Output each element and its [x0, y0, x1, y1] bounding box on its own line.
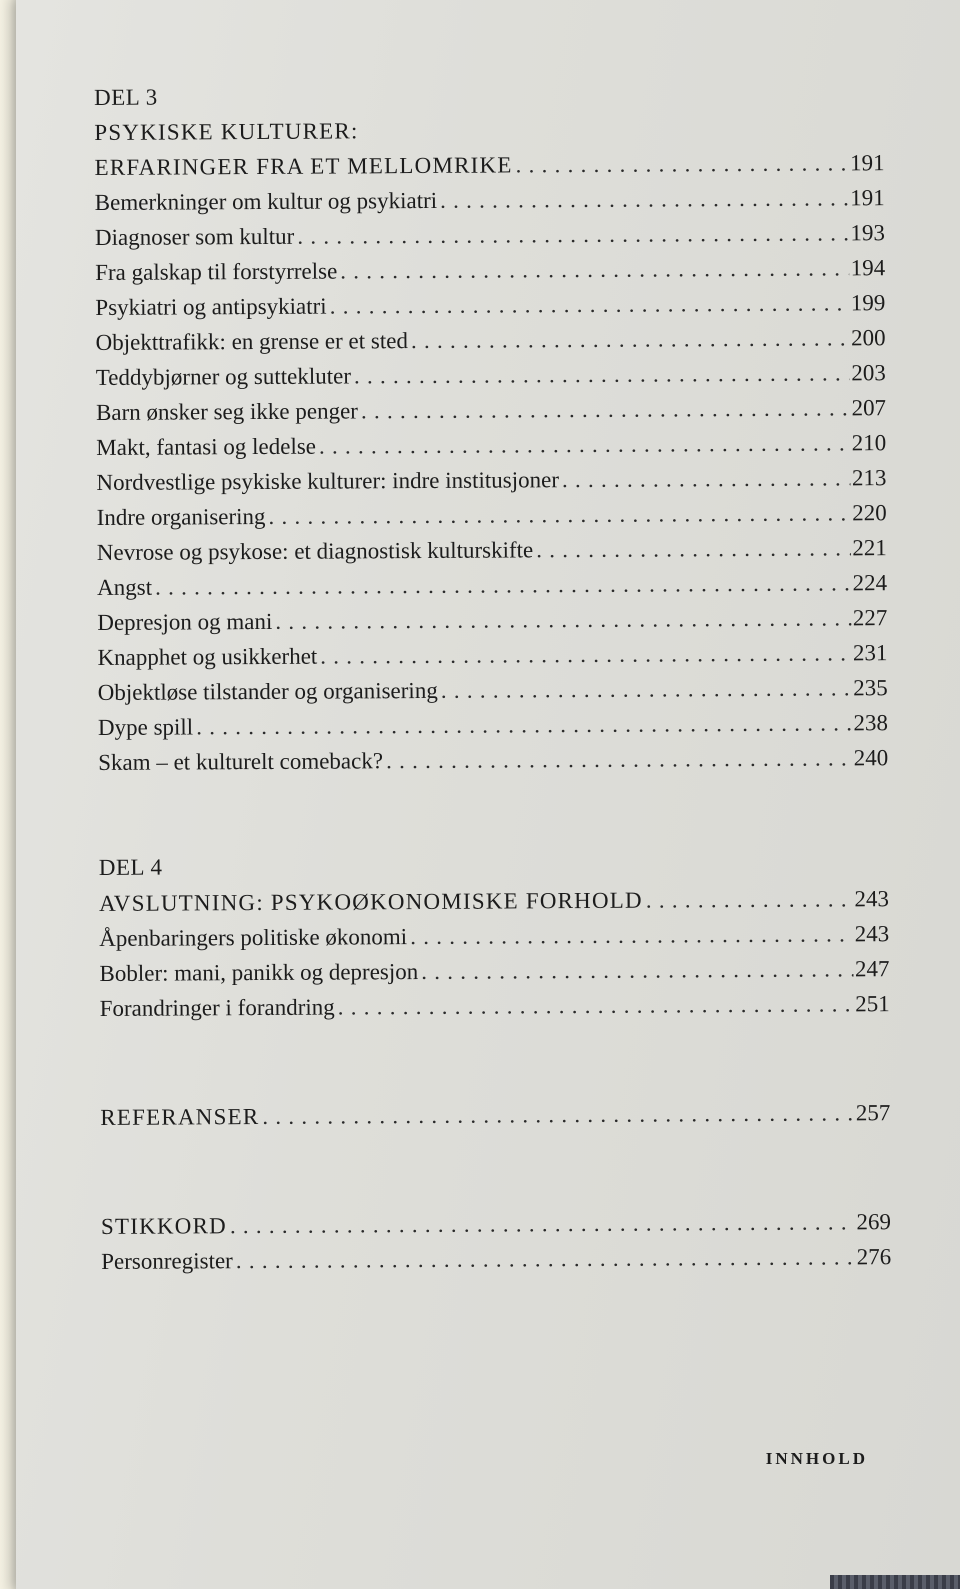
page-number: 210	[851, 430, 887, 456]
page-number: 243	[854, 886, 890, 912]
entry-title: Diagnoser som kultur	[94, 223, 295, 250]
entry-title: Bobler: mani, panikk og depresjon	[99, 959, 419, 986]
toc-entry	[97, 600, 887, 640]
page-number: 231	[852, 640, 888, 666]
page-number: 200	[851, 325, 886, 351]
dot-leader	[272, 600, 851, 639]
toc-entry	[96, 355, 886, 395]
background-fabric	[830, 1575, 960, 1589]
table-of-contents	[94, 75, 891, 1279]
dot-leader	[294, 215, 848, 253]
dot-leader	[438, 670, 852, 708]
dot-leader	[317, 635, 851, 673]
section-spacer	[100, 1021, 890, 1100]
toc-entry	[95, 180, 885, 220]
part-4-heading: AVSLUTNING: PSYKOØKONOMISKE FORHOLD	[98, 887, 643, 916]
entry-title: Psykiatri og antipsykiatri	[95, 293, 327, 320]
page-number: 194	[850, 255, 886, 281]
entry-title: Nordvestlige psykiske kulturer: indre institusjoner	[96, 467, 560, 495]
section-spacer	[98, 775, 888, 850]
part-3-heading-line2: ERFARINGER FRA ET MELLOMRIKE	[94, 152, 513, 180]
page-number: 247	[854, 956, 890, 982]
dot-leader	[152, 565, 851, 604]
toc-entry	[97, 635, 887, 675]
page-number: 220	[852, 500, 887, 526]
entry-title: Objekttrafikk: en grense er et sted	[95, 328, 408, 355]
entry-title: Fra galskap til forstyrrelse	[95, 258, 338, 285]
dot-leader	[643, 881, 853, 917]
toc-entry	[98, 670, 888, 710]
dot-leader	[227, 1204, 855, 1243]
references-entry	[100, 1095, 890, 1135]
toc-entry	[96, 390, 886, 430]
part-3-entries	[95, 180, 889, 780]
dot-leader	[383, 740, 852, 778]
dot-leader	[512, 145, 848, 182]
page-number: 257	[855, 1100, 891, 1126]
dot-leader	[327, 285, 849, 323]
toc-entry	[99, 951, 889, 991]
entry-title: Makt, fantasi og ledelse	[96, 433, 317, 460]
references-title: REFERANSER	[100, 1104, 260, 1130]
page-edge	[0, 0, 16, 1589]
page-number: 269	[856, 1209, 892, 1235]
toc-entry	[95, 250, 885, 290]
toc-entry	[95, 320, 885, 360]
page-number: 221	[852, 535, 887, 561]
page-number: 243	[854, 921, 890, 947]
dot-leader	[407, 916, 853, 954]
entry-title: Knapphet og usikkerhet	[97, 643, 318, 670]
page-number: 203	[851, 360, 886, 386]
part-3-heading-entry	[94, 145, 884, 185]
part-4-heading-entry	[99, 881, 889, 921]
part-3-heading-line1: PSYKISKE KULTURER:	[94, 118, 359, 145]
dot-leader	[193, 705, 851, 744]
dot-leader	[259, 1095, 854, 1134]
toc-entry	[96, 425, 886, 465]
dot-leader	[316, 425, 850, 463]
toc-entry	[100, 986, 890, 1026]
dot-leader	[418, 951, 853, 989]
running-head: INNHOLD	[765, 1449, 868, 1468]
index-title: STIKKORD	[100, 1213, 227, 1239]
page-number: 191	[850, 185, 885, 211]
entry-title: Bemerkninger om kultur og psykiatri	[94, 187, 438, 215]
dot-leader	[559, 460, 850, 497]
entry-title: Teddybjørner og suttekluter	[95, 363, 352, 390]
toc-entry	[96, 460, 886, 500]
dot-leader	[265, 495, 850, 534]
toc-entry	[95, 215, 885, 255]
index-entry	[101, 1204, 891, 1244]
page-number: 227	[852, 605, 888, 631]
dot-leader	[437, 180, 848, 218]
entry-title: Depresjon og mani	[97, 608, 273, 635]
part-4-entries	[99, 916, 890, 1026]
dot-leader	[335, 986, 854, 1024]
page-number: 276	[856, 1244, 892, 1270]
page-number: 207	[851, 395, 887, 421]
entry-title: Angst	[97, 574, 153, 600]
toc-entry	[98, 705, 888, 745]
section-spacer	[100, 1130, 890, 1209]
page-number: 199	[850, 290, 886, 316]
page-number: 193	[850, 220, 886, 246]
entry-title: Barn ønsker seg ikke penger	[95, 398, 358, 425]
entry-title: Personregister	[101, 1248, 233, 1274]
entry-title: Forandringer i forandring	[99, 994, 335, 1021]
page-number: 235	[853, 675, 888, 701]
page-number: 191	[849, 150, 885, 176]
toc-entry	[95, 285, 885, 325]
toc-entry	[97, 495, 887, 535]
dot-leader	[408, 320, 849, 358]
page-number: 224	[852, 570, 888, 596]
dot-leader	[351, 355, 850, 393]
toc-entry	[97, 565, 887, 605]
person-index-entry	[101, 1239, 891, 1279]
entry-title: Skam – et kulturelt comeback?	[98, 748, 384, 775]
page-number: 213	[851, 465, 887, 491]
toc-entry	[98, 740, 888, 780]
page-number: 240	[853, 745, 889, 771]
entry-title: Åpenbaringers politiske økonomi	[99, 924, 408, 951]
part-3-label: DEL 3	[94, 84, 158, 110]
dot-leader	[337, 250, 849, 288]
entry-title: Objektløse tilstander og organisering	[97, 677, 438, 705]
entry-title: Indre organisering	[96, 503, 266, 530]
dot-leader	[233, 1239, 855, 1278]
entry-title: Dype spill	[97, 714, 194, 740]
book-page	[16, 0, 960, 1589]
entry-title: Nevrose og psykose: et diagnostisk kulturskifte	[96, 537, 534, 565]
dot-leader	[358, 390, 850, 428]
toc-entry	[97, 530, 887, 570]
dot-leader	[533, 530, 850, 567]
page-number: 251	[855, 991, 890, 1017]
page-number: 238	[853, 710, 889, 736]
part-4-label: DEL 4	[98, 854, 163, 880]
toc-entry	[99, 916, 889, 956]
